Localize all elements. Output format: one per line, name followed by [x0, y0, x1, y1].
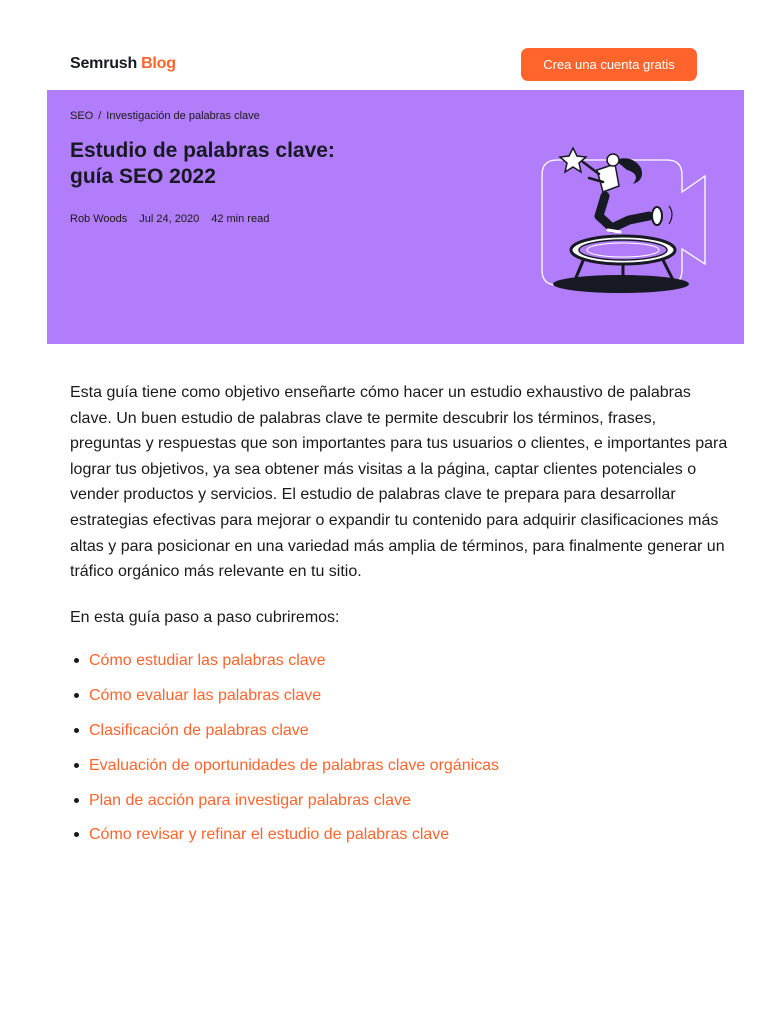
list-item — [70, 824, 730, 859]
toc-lead: En esta guía paso a paso cubriremos: — [70, 608, 340, 626]
toc-link[interactable]: Cómo revisar y refinar el estudio de palabras clave — [89, 826, 450, 844]
toc-link[interactable]: Plan de acción para investigar palabras clave — [89, 791, 411, 809]
table-of-contents — [70, 650, 730, 859]
toc-link[interactable]: Evaluación de oportunidades de palabras clave orgánicas — [89, 756, 500, 774]
create-account-button[interactable]: Crea una cuenta gratis — [521, 48, 697, 81]
toc-link[interactable]: Cómo estudiar las palabras clave — [89, 652, 326, 670]
toc-link[interactable]: Cómo evaluar las palabras clave — [89, 687, 322, 705]
breadcrumb — [70, 110, 260, 122]
logo-brand: Semrush — [70, 55, 138, 72]
read-time: 42 min read — [211, 213, 270, 225]
breadcrumb-separator: / — [98, 110, 102, 122]
list-item — [70, 685, 730, 720]
list-item — [70, 650, 730, 685]
breadcrumb-seo[interactable]: SEO — [70, 110, 94, 122]
list-item — [70, 790, 730, 825]
top-bar — [0, 0, 768, 90]
list-item — [70, 755, 730, 790]
article-meta — [70, 213, 269, 225]
article-hero — [47, 90, 744, 344]
breadcrumb-keyword-research[interactable]: Investigación de palabras clave — [106, 110, 260, 122]
semrush-blog-logo[interactable] — [70, 55, 176, 73]
author-link[interactable]: Rob Woods — [70, 213, 128, 225]
page-title: Estudio de palabras clave: guía SEO 2022 — [70, 139, 335, 188]
toc-link[interactable]: Clasificación de palabras clave — [89, 721, 309, 739]
intro-paragraph: Esta guía tiene como objetivo enseñarte cómo hacer un estudio exhaustivo de palabras clave. Un buen estudio de palabras clave te permite descubrir los términos, frases, preguntas y respuestas que son importantes para tus usuarios o clientes, e importantes para lograr tus objetivos, ya sea obtener más visitas a la página, captar clientes potenciales o vender productos y servicios. El estudio de palabras clave te prepara para desarrollar estrategias efectivas para mejorar o expandir tu contenido para adquirir clasificaciones más altas y para posicionar en una variedad más amplia de términos, para finalmente generar un tráfico orgánico más relevante en tu sitio. — [70, 384, 728, 581]
logo-section: Blog — [141, 55, 176, 72]
publish-date: Jul 24, 2020 — [139, 213, 200, 225]
article-body — [70, 380, 730, 859]
list-item — [70, 720, 730, 755]
trampoline-illustration-icon — [537, 146, 707, 298]
